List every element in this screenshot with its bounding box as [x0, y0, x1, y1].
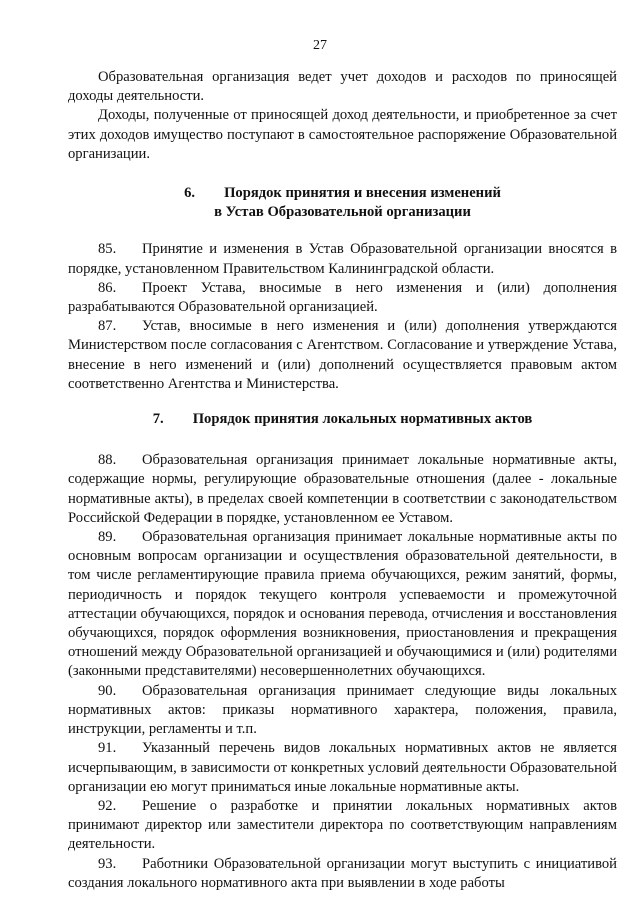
clause-89: [68, 528, 617, 682]
clause-88: [68, 451, 617, 528]
clause-86: [68, 279, 617, 317]
clause-text: Решение о разработке и принятии локальных нормативных актов принимают директор или заместители директора по соответствующим направлениям деятельности.: [68, 797, 617, 853]
clause-number: 93.: [98, 855, 117, 872]
clause-text: Указанный перечень видов локальных нормативных актов не является исчерпывающим, в зависимости от конкретных условий деятельности Образовательной организации ею могут приниматься иные локальные нормативные акты.: [68, 740, 617, 795]
clause-number: 87.: [98, 318, 117, 335]
clause-number: 89.: [98, 529, 117, 546]
clause-92: [68, 797, 617, 855]
section-7-title: Порядок принятия локальных нормативных актов: [192, 411, 533, 428]
clause-number: 85.: [98, 241, 117, 258]
page-content: [68, 68, 617, 893]
clause-text: Работники Образовательной организации могут выступить с инициативой создания локального нормативного акта при выявлении в ходе работы: [68, 855, 617, 891]
section-6-number: 6.: [184, 185, 196, 202]
clause-number: 86.: [98, 279, 117, 296]
clause-90: [68, 682, 617, 740]
section-7-number: 7.: [152, 411, 164, 428]
clause-number: 91.: [98, 740, 117, 757]
clause-85: [68, 240, 617, 278]
clause-93: [68, 855, 617, 893]
page-number: 27: [313, 38, 327, 53]
clause-text: Образовательная организация принимает локальные нормативные акты по основным вопросам организации и осуществления образовательной деятельности, в том числе регламентирующие правила приема обучающихся, режим занятий, формы, периодичность и порядок текущего контроля успеваемости и промежуточной аттестации обучающихся, порядок и основания перевода, отчисления и восстановления обучающихся, порядок оформления возникновения, приостановления и прекращения отношений между Образовательной организацией и обучающимися и (или) родителями (законными представителями) несовершеннолетних обучающихся.: [68, 529, 617, 680]
clause-text: Проект Устава, вносимые в него изменения и (или) дополнения разрабатываются Образовательной организацией.: [68, 279, 617, 316]
section-6-title-line-2: в Устав Образовательной организации: [214, 204, 471, 221]
clause-number: 88.: [98, 452, 117, 469]
section-6-title-line-1: Порядок принятия и внесения изменений: [224, 185, 501, 202]
intro-paragraph-1: Образовательная организация ведет учет доходов и расходов по приносящей доходы деятельности.: [68, 69, 617, 105]
intro-paragraph-2: Доходы, полученные от приносящей доход деятельности, и приобретенное за счет этих доходов имущество поступают в самостоятельное распоряжение Образовательной организации.: [68, 107, 617, 162]
clause-text: Устав, вносимые в него изменения и (или) дополнения утверждаются Министерством после согласования с Агентством. Согласование и утверждение Устава, внесение в него изменений и (или) дополнений осуществляется правовым актом соответственно Агентства и Министерства.: [68, 318, 617, 392]
clause-number: 90.: [98, 682, 117, 699]
section-6-heading: [68, 184, 617, 222]
clause-number: 92.: [98, 797, 117, 814]
section-7-heading: [68, 410, 617, 429]
clause-91: [68, 739, 617, 797]
clause-text: Образовательная организация принимает следующие виды локальных нормативных актов: приказы нормативного характера, положения, правила, инструкции, регламенты и т.п.: [68, 682, 617, 738]
clause-text: Принятие и изменения в Устав Образовательной организации вносятся в порядке, установленном Правительством Калининградской области.: [68, 241, 617, 277]
clause-87: [68, 317, 617, 394]
clause-text: Образовательная организация принимает локальные нормативные акты, содержащие нормы, регулирующие образовательные отношения (далее - локальные нормативные акты), в пределах своей компетенции в соответствии с законодательством Российской Федерации в порядке, установленном ее Уставом.: [68, 452, 617, 526]
